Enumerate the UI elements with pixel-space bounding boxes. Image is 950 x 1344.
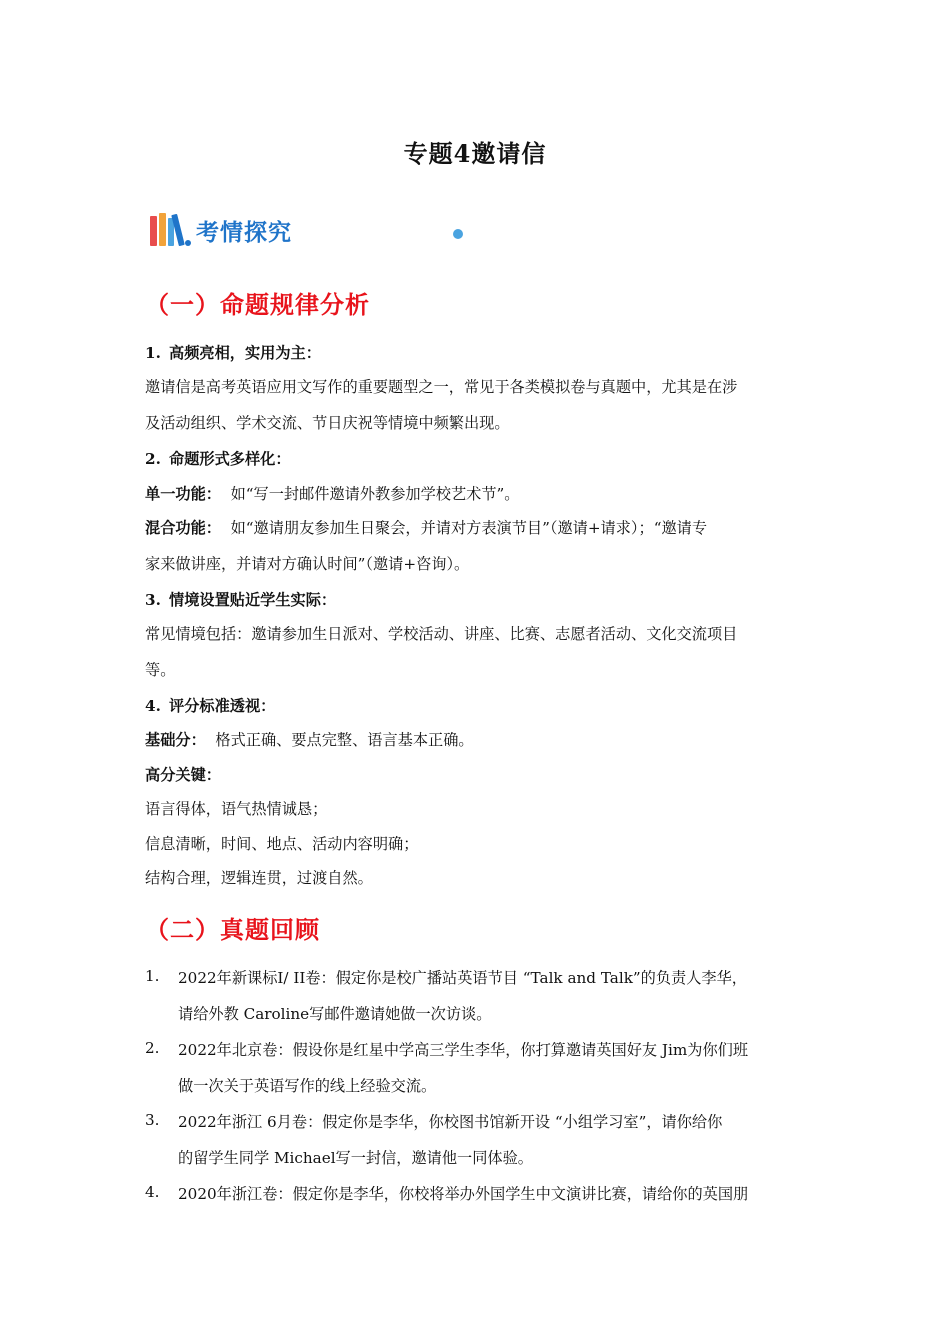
high-score-label: 高分关键： xyxy=(145,766,221,784)
point2-heading xyxy=(145,449,810,469)
point1-heading xyxy=(145,343,810,363)
books-icon xyxy=(148,210,192,248)
exam-item-4-number: 4. xyxy=(145,1183,160,1201)
high-score-item-2: 信息清晰，时间、地点、活动内容明确； xyxy=(145,835,419,853)
point1-line-2: 及活动组织、学术交流、节日庆祝等情境中频繁出现。 xyxy=(145,414,510,432)
basic-score-line xyxy=(145,730,810,750)
exam-item-1-line-2: 请给外教 Caroline写邮件邀请她做一次访谈。 xyxy=(178,1005,492,1023)
exam-item-1-number: 1. xyxy=(145,967,160,985)
point3-line-1: 常见情境包括：邀请参加生日派对、学校活动、讲座、比赛、志愿者活动、文化交流项目 xyxy=(145,625,738,643)
point1-title: 高频亮相，实用为主： xyxy=(169,344,321,362)
banner-label: 考情探究 xyxy=(196,220,292,246)
point4-title: 评分标准透视： xyxy=(169,697,276,715)
point1-number: 1. xyxy=(145,344,161,362)
section1-heading: （一）命题规律分析 xyxy=(145,291,370,319)
point3-number: 3. xyxy=(145,591,161,609)
mixed-function-line-1 xyxy=(145,518,810,538)
exam-item-1-line-1: 2022年新课标I/ II卷：假定你是校广播站英语节目 “Talk and Talk”的负责人李华， xyxy=(178,969,747,987)
book-2 xyxy=(159,213,166,246)
exam-item-3-number: 3. xyxy=(145,1111,160,1129)
point4-number: 4. xyxy=(145,697,161,715)
exam-item-2-line-1: 2022年北京卷：假设你是红星中学高三学生李华，你打算邀请英国好友 Jim为你们班 xyxy=(178,1041,749,1059)
mixed-function-line-2: 家来做讲座，并请对方确认时间”（邀请+咨询）。 xyxy=(145,555,470,573)
single-function-text: 如“写一封邮件邀请外教参加学校艺术节”。 xyxy=(230,485,520,503)
single-function-label: 单一功能： xyxy=(145,485,221,503)
point4-heading xyxy=(145,696,810,716)
point2-title: 命题形式多样化： xyxy=(169,450,291,468)
section-banner xyxy=(148,208,328,252)
exam-item-3-line-1: 2022年浙江 6月卷：假定你是李华，你校图书馆新开设 “小组学习室”，请你给你 xyxy=(178,1113,723,1131)
dot-icon xyxy=(452,228,464,240)
point1-line-1: 邀请信是高考英语应用文写作的重要题型之一，常见于各类模拟卷与真题中，尤其是在涉 xyxy=(145,378,738,396)
exam-item-4-line-1: 2020年浙江卷：假定你是李华，你校将举办外国学生中文演讲比赛，请给你的英国朋 xyxy=(178,1185,749,1203)
book-dot xyxy=(185,240,191,246)
basic-score-label: 基础分： xyxy=(145,731,206,749)
point2-number: 2. xyxy=(145,450,161,468)
exam-item-3-line-2: 的留学生同学 Michael写一封信，邀请他一同体验。 xyxy=(178,1149,533,1167)
point3-title: 情境设置贴近学生实际： xyxy=(169,591,337,609)
exam-item-2-number: 2. xyxy=(145,1039,160,1057)
exam-item-2-line-2: 做一次关于英语写作的线上经验交流。 xyxy=(178,1077,437,1095)
page-title: 专题4邀请信 xyxy=(403,139,547,168)
high-score-item-3: 结构合理，逻辑连贯，过渡自然。 xyxy=(145,869,373,887)
book-1 xyxy=(150,216,157,246)
point3-heading xyxy=(145,590,810,610)
point3-line-2: 等。 xyxy=(145,661,176,679)
mixed-function-label: 混合功能： xyxy=(145,519,221,537)
basic-score-text: 格式正确、要点完整、语言基本正确。 xyxy=(215,731,474,749)
mixed-function-text-1: 如“邀请朋友参加生日聚会，并请对方表演节目”（邀请+请求）；“邀请专 xyxy=(230,519,708,537)
high-score-item-1: 语言得体，语气热情诚恳； xyxy=(145,800,328,818)
section2-heading: （二）真题回顾 xyxy=(145,916,320,944)
single-function-line xyxy=(145,484,810,504)
